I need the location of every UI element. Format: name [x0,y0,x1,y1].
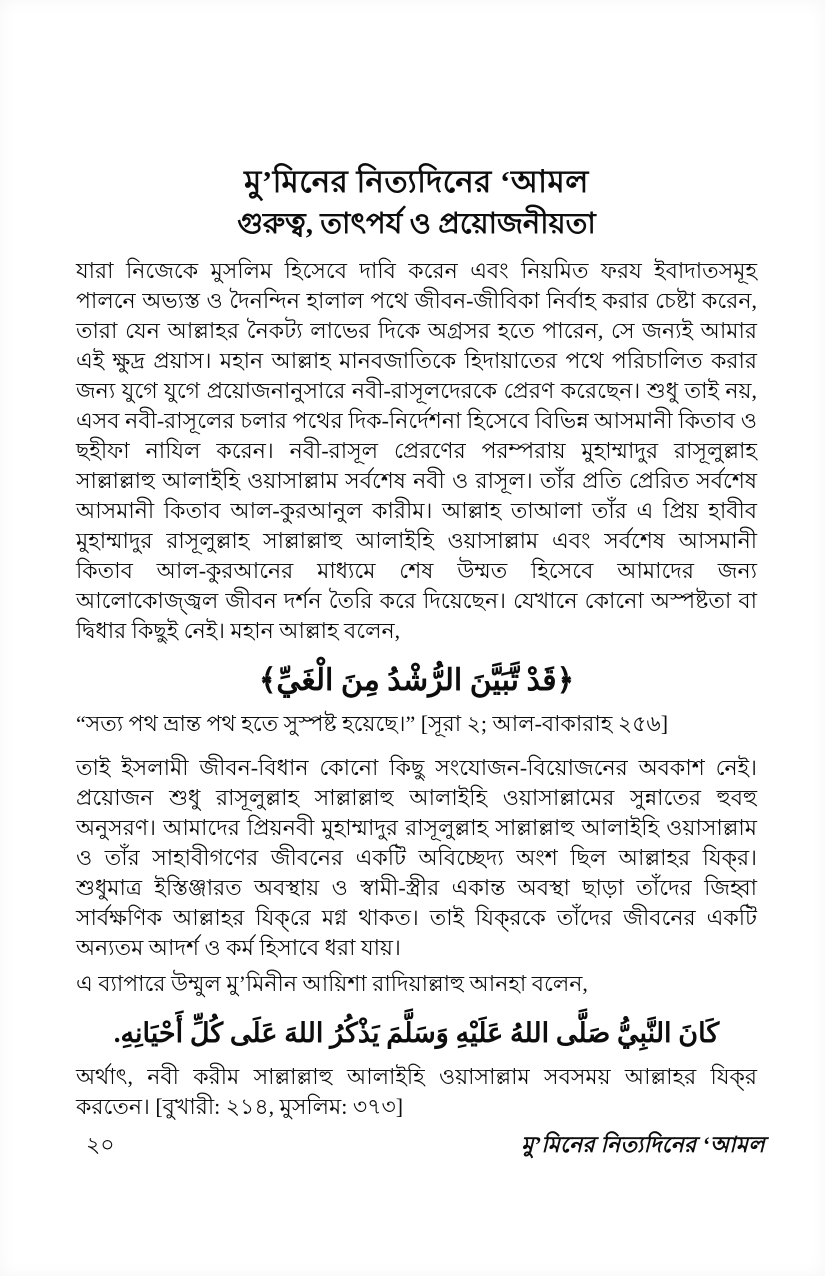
quran-verse-arabic: ﴿قَدْ تَّبَيَّنَ الرُّشْدُ مِنَ الْغَيِّ﴾ [258,664,575,697]
paragraph-zikr: তাই ইসলামী জীবন-বিধান কোনো কিছু সংযোজন-বিয়োজনের অবকাশ নেই। প্রয়োজন শুধু রাসূলুল্লাহ সাল্লাল্লাহু আলাইহি ওয়াসাল্লামের সুন্নাতের হুবহু অনুসরণ। আমাদের প্রিয়নবী মুহাম্মাদুর রাসূলুল্লাহ সাল্লাল্লাহু আলাইহি ওয়াসাল্লাম ও তাঁর সাহাবীগণের জীবনের একটি অবিচ্ছেদ্য অংশ ছিল আল্লাহর যিক্‌র। শুধুমাত্র ইস্তিঞ্জারত অবস্থায় ও স্বামী-স্ত্রীর একান্ত অবস্থা ছাড়া তাঁদের জিহ্বা সার্বক্ষণিক আল্লাহর যিক্‌রে মগ্ন থাকত। তাই যিক্‌রকে তাঁদের জীবনের একটি অন্যতম আদর্শ ও কর্ম হিসাবে ধরা যায়। [76,755,757,960]
paragraph-aisha-intro: এ ব্যাপারে উম্মুল মু’মিনীন আয়িশা রাদিয়াল্লাহু আনহা বলেন, [76,971,588,996]
chapter-title-line1: মু’মিনের নিত্যদিনের ‘আমল [244,164,589,199]
paragraph-intro: যারা নিজেকে মুসলিম হিসেবে দাবি করেন এবং নিয়মিত ফরয ইবাদাতসমূহ পালনে অভ্যস্ত ও দৈনন্দিন হালাল পথে জীবন-জীবিকা নির্বাহ করার চেষ্টা করেন, তারা যেন আল্লাহর নৈকট্য লাভের দিকে অগ্রসর হতে পারেন, সে জন্যই আমার এই ক্ষুদ্র প্রয়াস। মহান আল্লাহ মানবজাতিকে হিদায়াতের পথে পরিচালিত করার জন্য যুগে যুগে প্রয়োজনানুসারে নবী-রাসূলদেরকে প্রেরণ করেছেন। শুধু তাই নয়, এসব নবী-রাসূলের চলার পথের দিক-নির্দেশনা হিসেবে বিভিন্ন আসমানী কিতাব ও ছহীফা নাযিল করেন। নবী-রাসূল প্রেরণের পরম্পরায় মুহাম্মাদুর রাসূলুল্লাহ সাল্লাল্লাহু আলাইহি ওয়াসাল্লাম সর্বশেষ নবী ও রাসূল। তাঁর প্রতি প্রেরিত সর্বশেষ আসমানী কিতাব আল-কুরআনুল কারীম। আল্লাহ তাআলা তাঁর এ প্রিয় হাবীব মুহাম্মাদুর রাসূলুল্লাহ সাল্লাল্লাহু আলাইহি ওয়াসাল্লাম এবং সর্বশেষ আসমানী কিতাব আল-কুরআনের মাধ্যমে শেষ উম্মত হিসেবে আমাদের জন্য আলোকোজ্জ্বল জীবন দর্শন তৈরি করে দিয়েছেন। যেখানে কোনো অস্পষ্টতা বা দ্বিধার কিছুই নেই। মহান আল্লাহ বলেন, [76,258,757,643]
page-number: ২০ [86,1132,115,1157]
hadith-arabic: كَانَ النَّبِيُّ صَلَّى اللهُ عَلَيْهِ وَسَلَّمَ يَذْكُرُ اللهَ عَلَى كُلِّ أَحْيَانِهِ. [113,1018,720,1048]
chapter-title-line2: গুরুত্ব, তাৎপর্য ও প্রয়োজনীয়তা [237,207,596,240]
quran-verse-translation: “সত্য পথ ভ্রান্ত পথ হতে সুস্পষ্ট হয়েছে।” [সূরা ২; আল-বাকারাহ ২৫৬] [76,711,669,736]
page-content [76,163,757,1122]
chapter-title [76,163,757,242]
hadith-translation: অর্থাৎ, নবী করীম সাল্লাল্লাহু আলাইহি ওয়াসাল্লাম সবসময় আল্লাহর যিক্‌র করতেন। [বুখারী: ২১৪, মুসলিম: ৩৭৩] [76,1063,757,1119]
running-title: মু’মিনের নিত্যদিনের ‘আমল [521,1132,765,1157]
page-footer [86,1128,765,1165]
